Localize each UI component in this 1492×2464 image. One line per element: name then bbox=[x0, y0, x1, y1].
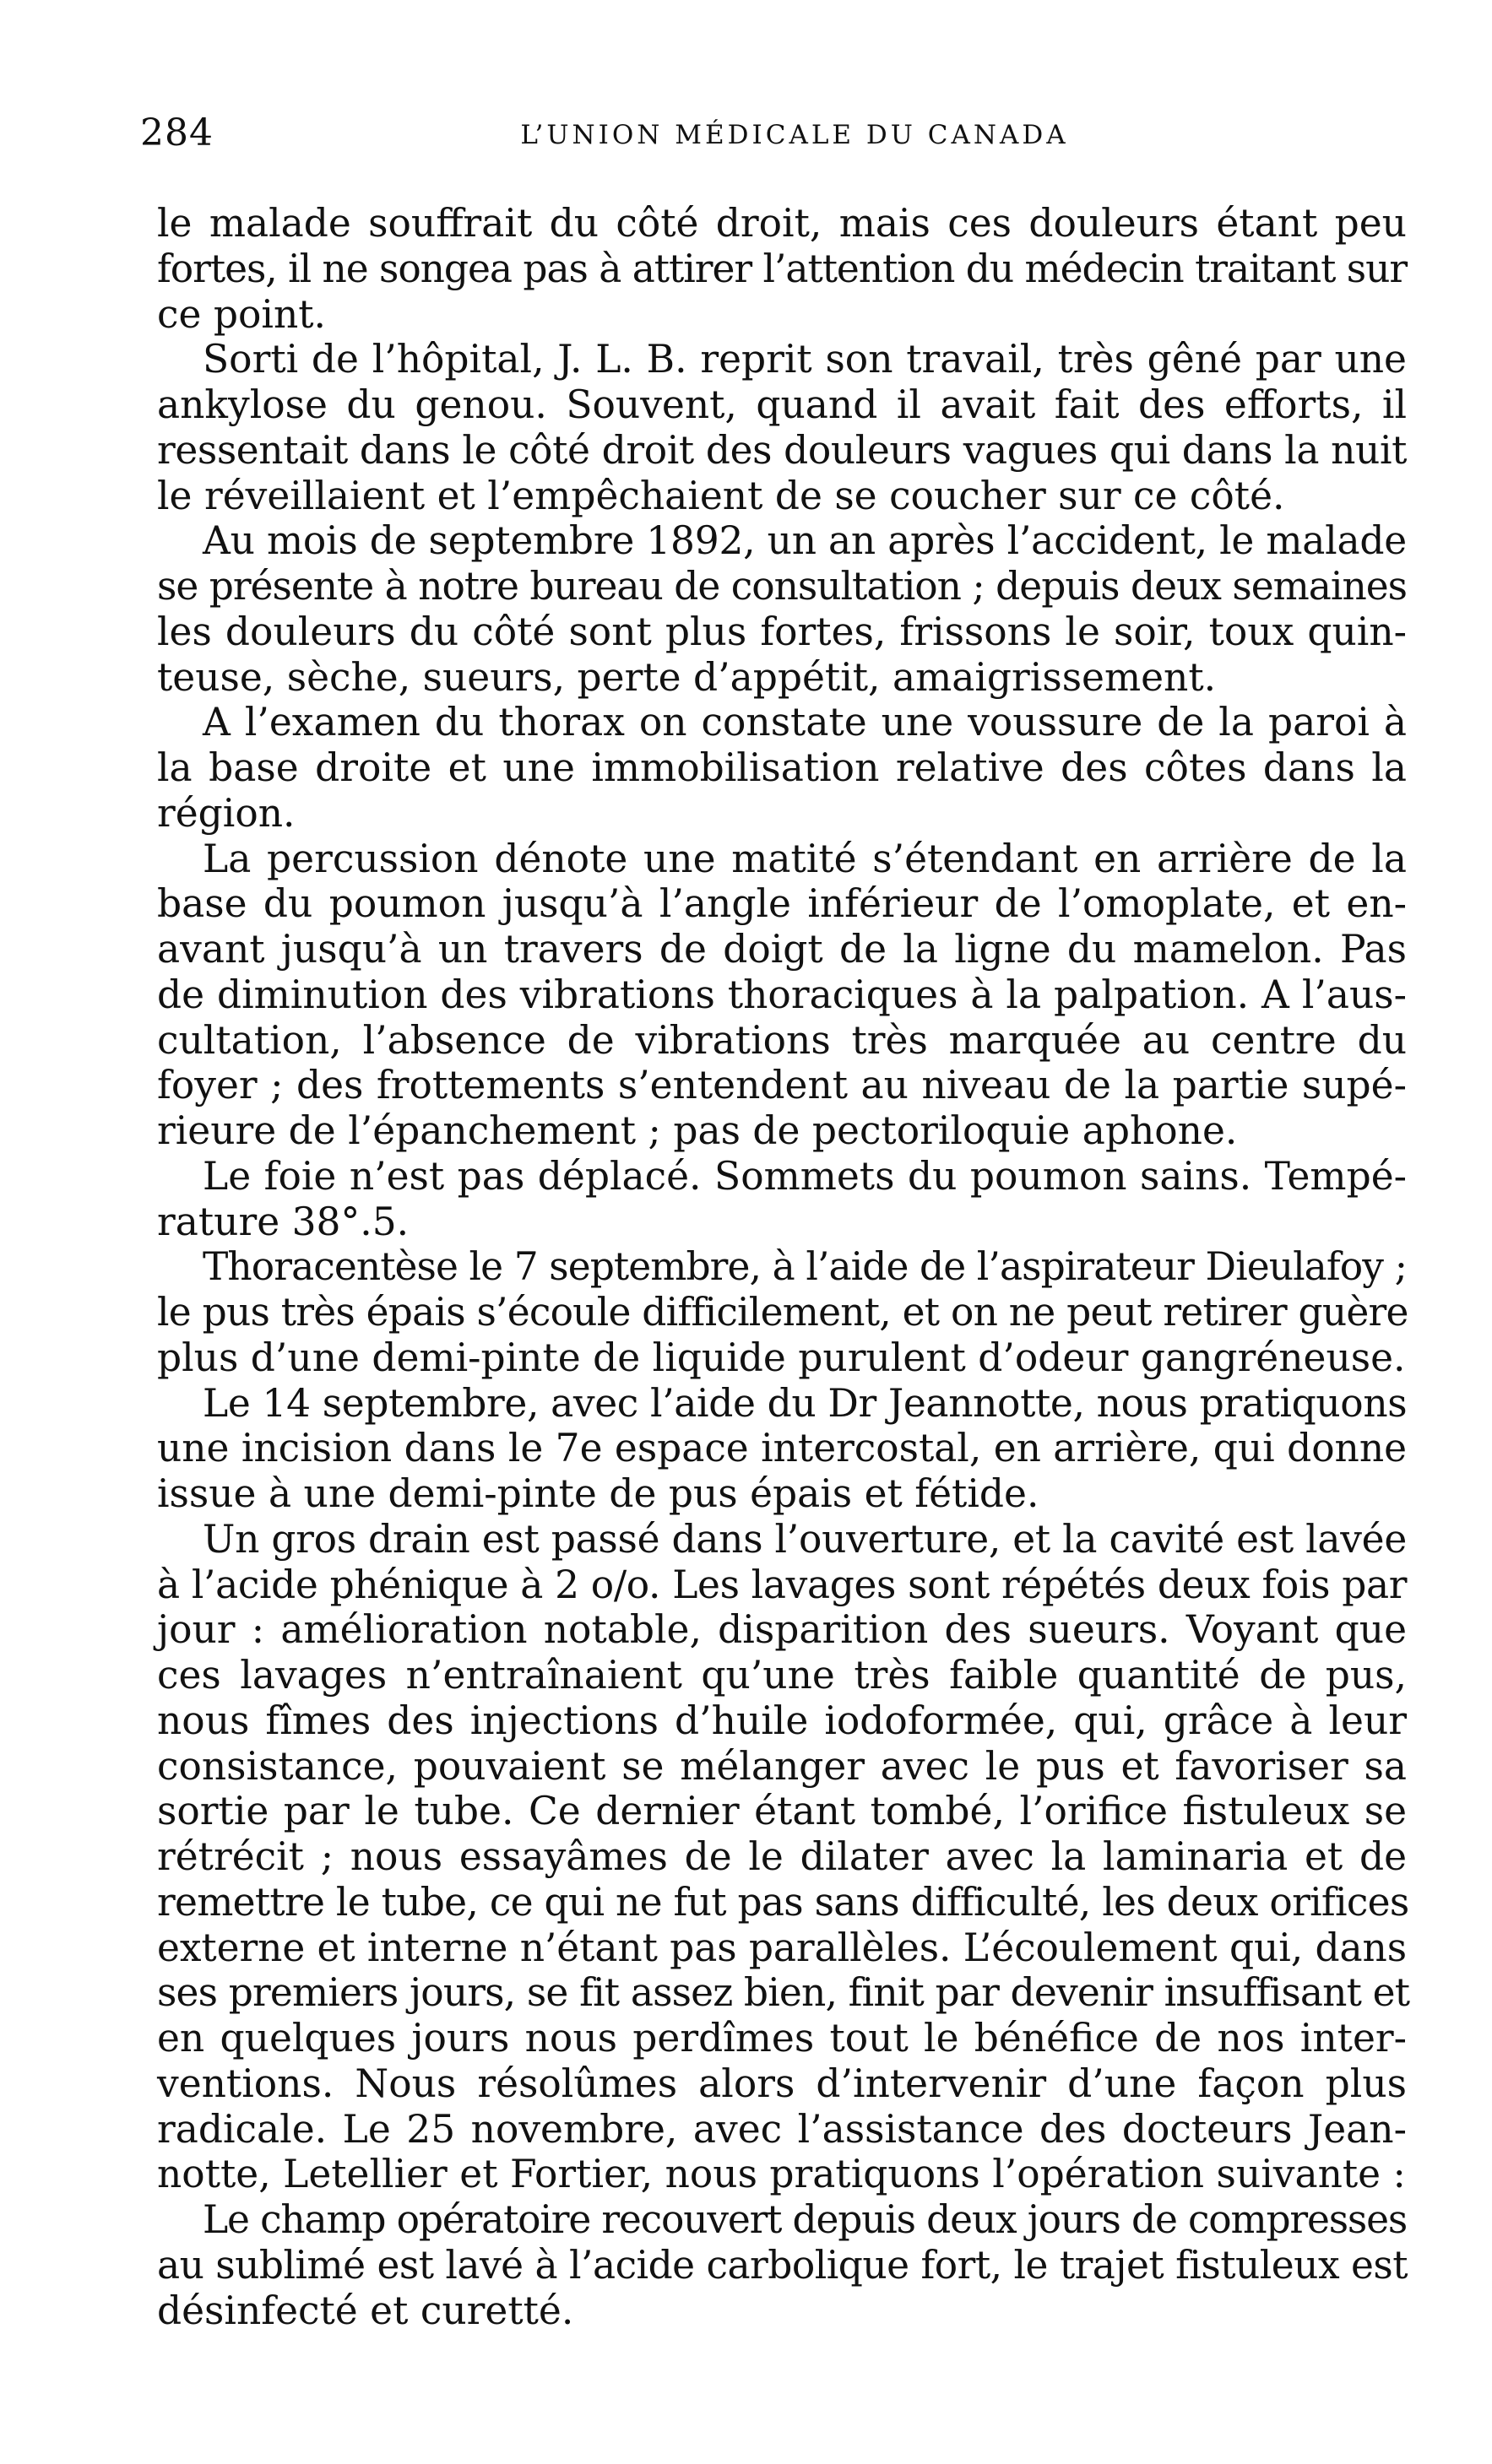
text-line: A l’examen du thorax on constate une voussure de la paroi à bbox=[203, 700, 1407, 745]
text-line: ventions. Nous résolûmes alors d’intervenir d’une façon plus bbox=[157, 2061, 1407, 2106]
text-line: jour : amélioration notable, disparition des sueurs. Voyant que bbox=[157, 1607, 1407, 1653]
text-line: foyer ; des frottements s’entendent au niveau de la partie supé- bbox=[157, 1063, 1407, 1108]
text-line: base du poumon jusqu’à l’angle inférieur de l’omoplate, et en- bbox=[157, 881, 1407, 927]
text-line: le pus très épais s’écoule difficilement, et on ne peut retirer guère bbox=[157, 1290, 1408, 1335]
text-line: Thoracentèse le 7 septembre, à l’aide de l’aspirateur Dieulafoy ; bbox=[203, 1244, 1407, 1290]
text-line: les douleurs du côté sont plus fortes, frissons le soir, toux quin- bbox=[157, 609, 1407, 654]
running-header bbox=[140, 108, 1449, 159]
text-line: la base droite et une immobilisation relative des côtes dans la bbox=[157, 745, 1407, 790]
text-line: radicale. Le 25 novembre, avec l’assistance des docteurs Jean- bbox=[157, 2106, 1407, 2152]
text-line: le malade souffrait du côté droit, mais ces douleurs étant peu bbox=[157, 201, 1407, 246]
text-line: désinfecté et curetté. bbox=[157, 2288, 574, 2333]
text-line: issue à une demi-pinte de pus épais et fétide. bbox=[157, 1471, 1039, 1516]
text-line: le réveillaient et l’empêchaient de se coucher sur ce côté. bbox=[157, 473, 1285, 518]
text-line: fortes, il ne songea pas à attirer l’attention du médecin traitant sur bbox=[157, 246, 1408, 291]
text-line: Sorti de l’hôpital, J. L. B. reprit son travail, très gêné par une bbox=[203, 337, 1407, 382]
text-line: de diminution des vibrations thoraciques à la palpation. A l’aus- bbox=[157, 972, 1407, 1017]
text-line: consistance, pouvaient se mélanger avec le pus et favoriser sa bbox=[157, 1743, 1407, 1789]
text-line: à l’acide phénique à 2 o/o. Les lavages sont répétés deux fois par bbox=[157, 1562, 1408, 1607]
text-line: Le 14 septembre, avec l’aide du Dr Jeannotte, nous pratiquons bbox=[203, 1380, 1408, 1426]
text-line: ses premiers jours, se fit assez bien, finit par devenir insuffisant et bbox=[157, 1970, 1410, 2016]
text-line: nous fîmes des injections d’huile iodoformée, qui, grâce à leur bbox=[157, 1698, 1407, 1743]
text-line: sortie par le tube. Ce dernier étant tombé, l’orifice fistuleux se bbox=[157, 1789, 1407, 1834]
text-line: au sublimé est lavé à l’acide carbolique fort, le trajet fistuleux est bbox=[157, 2242, 1408, 2288]
page-number: 284 bbox=[140, 111, 214, 154]
text-line: plus d’une demi-pinte de liquide purulent d’odeur gangréneuse. bbox=[157, 1335, 1406, 1380]
text-line: ankylose du genou. Souvent, quand il avait fait des efforts, il bbox=[157, 382, 1407, 427]
text-line: Au mois de septembre 1892, un an après l’accident, le malade bbox=[203, 518, 1407, 564]
text-line: externe et interne n’étant pas parallèles. L’écoulement qui, dans bbox=[157, 1925, 1408, 1970]
text-line: rétrécit ; nous essayâmes de le dilater avec la laminaria et de bbox=[157, 1834, 1407, 1879]
text-line: rieure de l’épanchement ; pas de pectoriloquie aphone. bbox=[157, 1108, 1238, 1153]
text-line: région. bbox=[157, 790, 296, 836]
text-line: Le foie n’est pas déplacé. Sommets du poumon sains. Tempé- bbox=[203, 1153, 1407, 1199]
text-line: remettre le tube, ce qui ne fut pas sans difficulté, les deux orifices bbox=[157, 1879, 1409, 1925]
text-line: se présente à notre bureau de consultation ; depuis deux semaines bbox=[157, 564, 1407, 609]
journal-title: L’UNION MÉDICALE DU CANADA bbox=[520, 120, 1069, 150]
text-line: cultation, l’absence de vibrations très marquée au centre du bbox=[157, 1017, 1407, 1063]
text-line: rature 38°.5. bbox=[157, 1199, 410, 1244]
text-line: ces lavages n’entraînaient qu’une très faible quantité de pus, bbox=[157, 1653, 1407, 1698]
text-line: La percussion dénote une matité s’étendant en arrière de la bbox=[203, 836, 1407, 881]
text-line: Un gros drain est passé dans l’ouverture, et la cavité est lavée bbox=[203, 1516, 1407, 1562]
text-line: avant jusqu’à un travers de doigt de la ligne du mamelon. Pas bbox=[157, 927, 1407, 972]
text-line: ressentait dans le côté droit des douleurs vagues qui dans la nuit bbox=[157, 427, 1407, 473]
text-line: notte, Letellier et Fortier, nous pratiquons l’opération suivante : bbox=[157, 2152, 1406, 2197]
article-body bbox=[157, 201, 1410, 2333]
text-line: teuse, sèche, sueurs, perte d’appétit, amaigrissement. bbox=[157, 654, 1217, 700]
text-line: Le champ opératoire recouvert depuis deux jours de compresses bbox=[203, 2197, 1407, 2242]
text-line: une incision dans le 7e espace intercostal, en arrière, qui donne bbox=[157, 1426, 1407, 1471]
text-line: en quelques jours nous perdîmes tout le bénéfice de nos inter- bbox=[157, 2016, 1407, 2061]
text-line: ce point. bbox=[157, 291, 326, 337]
